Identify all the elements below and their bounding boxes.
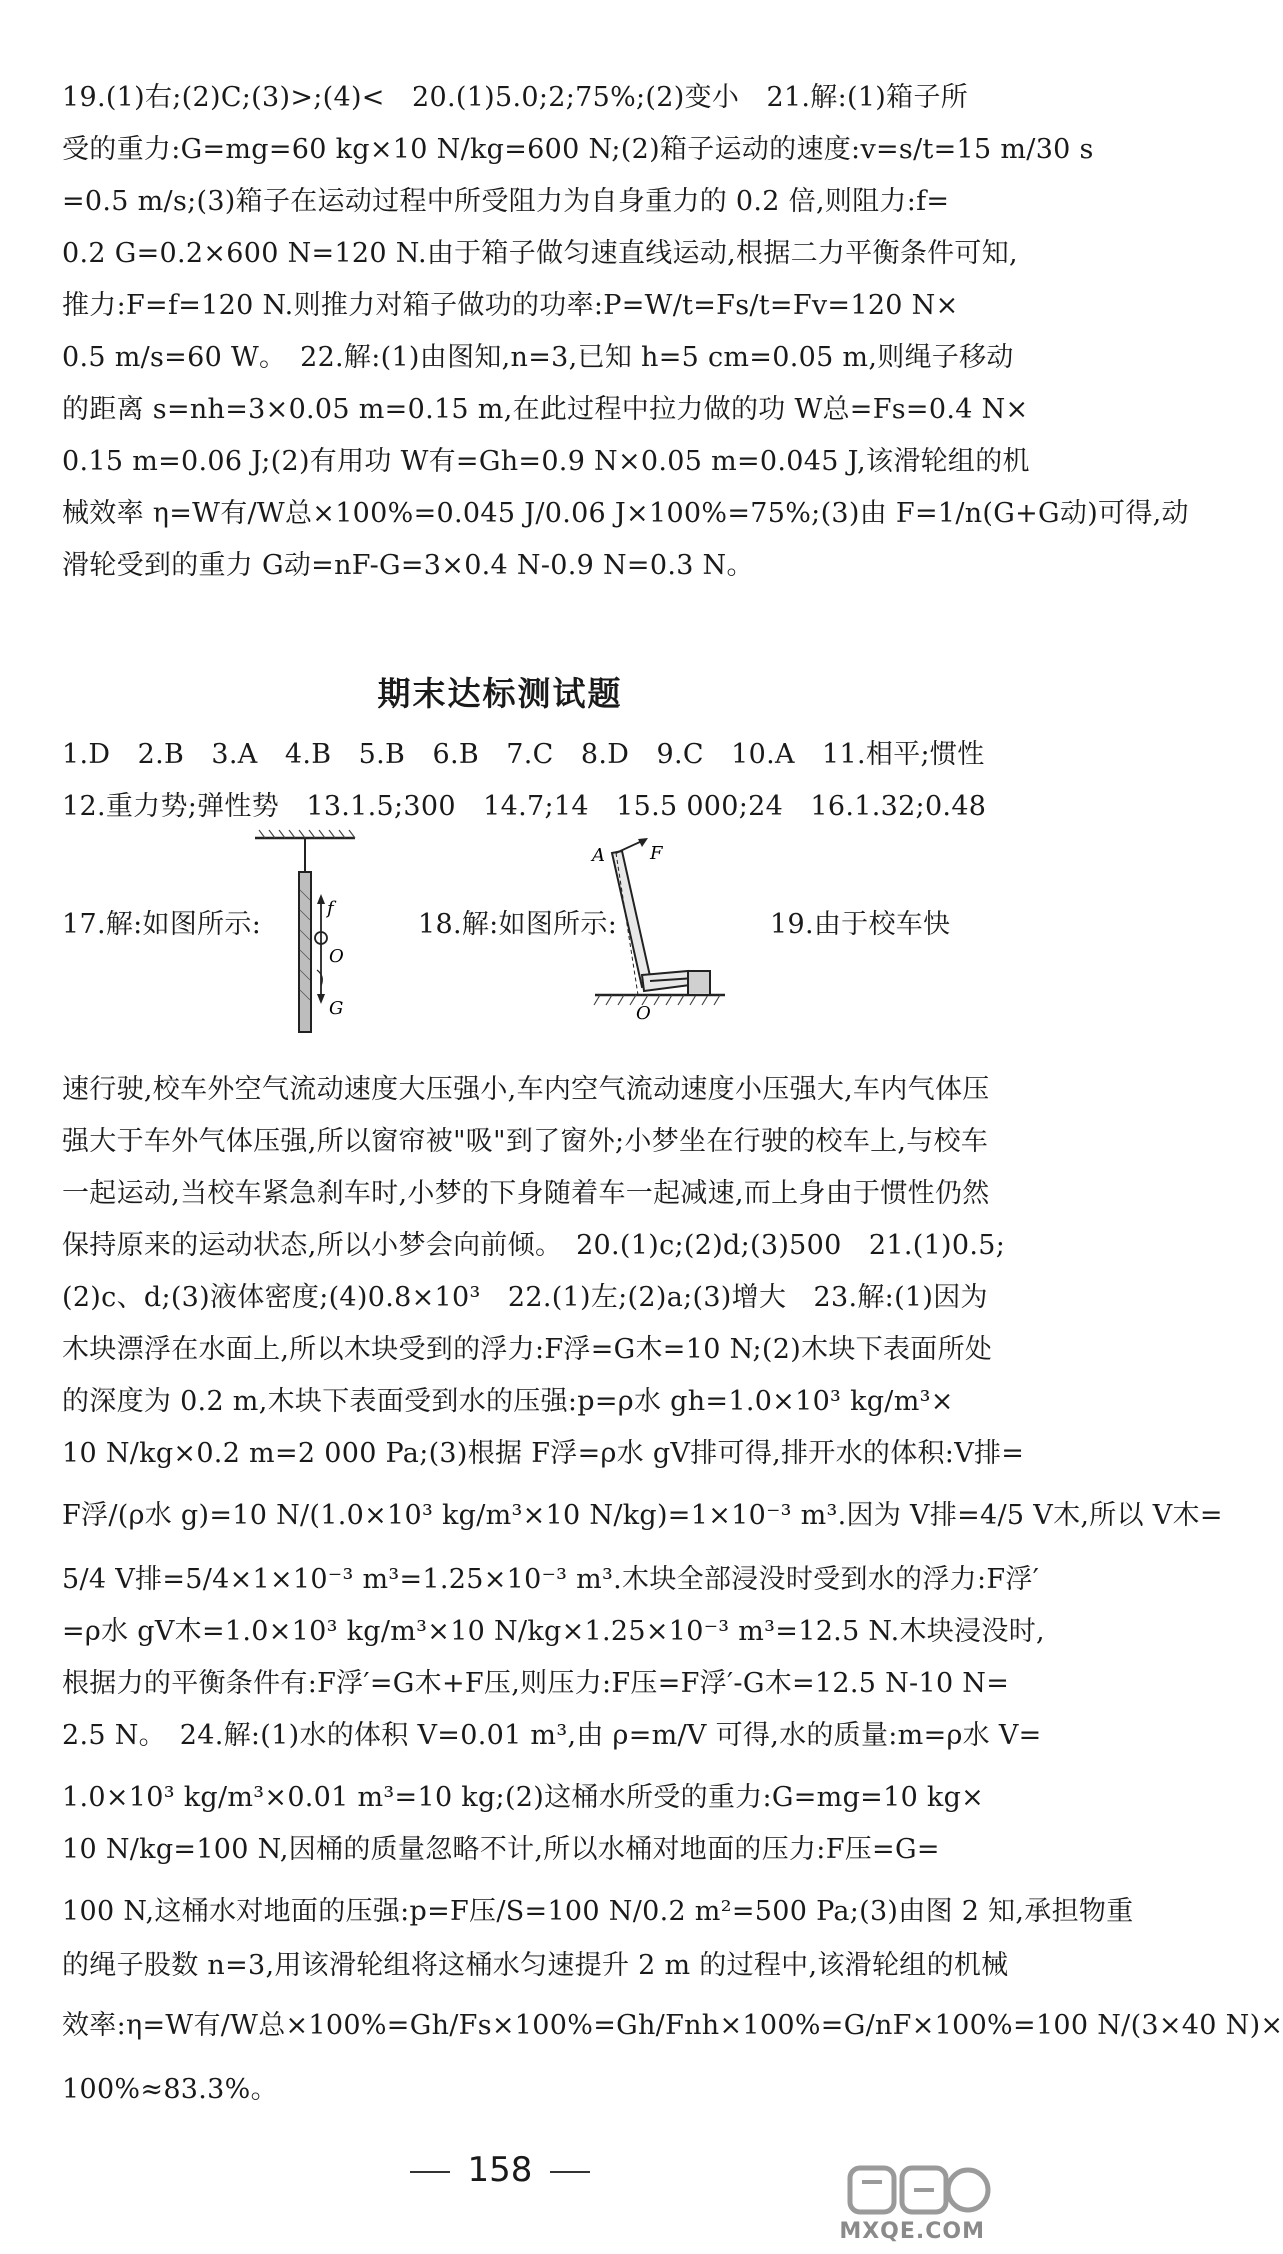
text-line: 1.D 2.B 3.A 4.B 5.B 6.B 7.C 8.D 9.C 10.A 11.相平;惯性 — [62, 739, 985, 770]
text-line: 保持原来的运动状态,所以小梦会向前倾。 20.(1)c;(2)d;(3)500 21.(1)0.5; — [62, 1230, 1006, 1261]
page-number-value: 158 — [467, 2150, 533, 2190]
section-title: 期末达标测试题 — [377, 674, 623, 713]
text-line: 强大于车外气体压强,所以窗帘被"吸"到了窗外;小梦坐在行驶的校车上,与校车 — [62, 1126, 989, 1157]
text-line: 2.5 N。 24.解:(1)水的体积 V=0.01 m³,由 ρ=m/V 可得,水的质量:m=ρ水 V= — [62, 1720, 1042, 1751]
text-line: 1.0×10³ kg/m³×0.01 m³=10 kg;(2)这桶水所受的重力:G=mg=10 kg× — [62, 1782, 985, 1813]
text-line: 的深度为 0.2 m,木块下表面受到水的压强:p=ρ水 gh=1.0×10³ kg/m³× — [62, 1386, 954, 1417]
text-line: F浮/(ρ水 g)=10 N/(1.0×10³ kg/m³×10 N/kg)=1×10⁻³ m³.因为 V排=4/5 V木,所以 V木= — [62, 1500, 1223, 1531]
text-line: 的距离 s=nh=3×0.05 m=0.15 m,在此过程中拉力做的功 W总=Fs=0.4 N× — [62, 394, 1029, 425]
figure-17-label-f: f — [327, 898, 334, 919]
page-number-dash-right — [550, 2171, 590, 2173]
text-line: 械效率 η=W有/W总×100%=0.045 J/0.06 J×100%=75%;(3)由 F=1/n(G+G动)可得,动 — [62, 498, 1189, 529]
text-line: 0.2 G=0.2×600 N=120 N.由于箱子做匀速直线运动,根据二力平衡条件可知, — [62, 238, 1018, 269]
text-line: 0.5 m/s=60 W。 22.解:(1)由图知,n=3,已知 h=5 cm=0.05 m,则绳子移动 — [62, 342, 1014, 373]
watermark — [830, 2160, 995, 2250]
figure-18-label-a: A — [592, 845, 605, 866]
text-line: =ρ水 gV木=1.0×10³ kg/m³×10 N/kg×1.25×10⁻³ m³=12.5 N.木块浸没时, — [62, 1616, 1045, 1647]
figure-17-label-g: G — [329, 998, 344, 1019]
figure-18-label-o: O — [636, 1003, 651, 1024]
text-line: 5/4 V排=5/4×1×10⁻³ m³=1.25×10⁻³ m³.木块全部浸没时受到水的浮力:F浮′ — [62, 1564, 1040, 1595]
figure-18-label-f: F — [650, 843, 663, 864]
text-line: 0.15 m=0.06 J;(2)有用功 W有=Gh=0.9 N×0.05 m=0.045 J,该滑轮组的机 — [62, 446, 1030, 477]
text-line: 10 N/kg×0.2 m=2 000 Pa;(3)根据 F浮=ρ水 gV排可得,排开水的体积:V排= — [62, 1438, 1025, 1469]
text-line: 的绳子股数 n=3,用该滑轮组将这桶水匀速提升 2 m 的过程中,该滑轮组的机械 — [62, 1950, 1009, 1981]
text-line: 木块漂浮在水面上,所以木块受到的浮力:F浮=G木=10 N;(2)木块下表面所处 — [62, 1334, 993, 1365]
text-line: 效率:η=W有/W总×100%=Gh/Fs×100%=Gh/Fnh×100%=G/nF×100%=100 N/(3×40 N)× — [62, 2010, 1283, 2041]
answer-17-text: 17.解:如图所示: — [62, 909, 262, 940]
text-line: 受的重力:G=mg=60 kg×10 N/kg=600 N;(2)箱子运动的速度:v=s/t=15 m/30 s — [62, 134, 1094, 165]
text-line: 速行驶,校车外空气流动速度大压强小,车内空气流动速度小压强大,车内气体压 — [62, 1074, 990, 1105]
text-line: 19.(1)右;(2)C;(3)>;(4)< 20.(1)5.0;2;75%;(2)变小 21.解:(1)箱子所 — [62, 82, 969, 113]
text-line: 100%≈83.3%。 — [62, 2074, 278, 2105]
text-line: 10 N/kg=100 N,因桶的质量忽略不计,所以水桶对地面的压力:F压=G= — [62, 1834, 940, 1865]
text-line: 一起运动,当校车紧急刹车时,小梦的下身随着车一起减速,而上身由于惯性仍然 — [62, 1178, 990, 1209]
text-line: 滑轮受到的重力 G动=nF-G=3×0.4 N-0.9 N=0.3 N。 — [62, 550, 754, 581]
figure-17-label-o: O — [329, 946, 344, 967]
text-line: 12.重力势;弹性势 13.1.5;300 14.7;14 15.5 000;24 16.1.32;0.48 — [62, 791, 987, 822]
watermark-url: MXQE.COM — [839, 2219, 985, 2244]
text-line: (2)c、d;(3)液体密度;(4)0.8×10³ 22.(1)左;(2)a;(3)增大 23.解:(1)因为 — [62, 1282, 988, 1313]
page-number-dash-left — [410, 2171, 450, 2173]
answer-19-text: 19.由于校车快 — [770, 909, 951, 940]
figure-18-diagram — [570, 835, 770, 1024]
text-line: =0.5 m/s;(3)箱子在运动过程中所受阻力为自身重力的 0.2 倍,则阻力:f= — [62, 186, 950, 217]
text-line: 根据力的平衡条件有:F浮′=G木+F压,则压力:F压=F浮′-G木=12.5 N-10 N= — [62, 1668, 1010, 1699]
answer-18-text: 18.解:如图所示: — [418, 909, 618, 940]
text-line: 推力:F=f=120 N.则推力对箱子做功的功率:P=W/t=Fs/t=Fv=120 N× — [62, 290, 959, 321]
text-line: 100 N,这桶水对地面的压强:p=F压/S=100 N/0.2 m²=500 Pa;(3)由图 2 知,承担物重 — [62, 1896, 1134, 1927]
watermark-logo-icon — [830, 2160, 995, 2222]
figure-17-diagram — [255, 830, 370, 1040]
